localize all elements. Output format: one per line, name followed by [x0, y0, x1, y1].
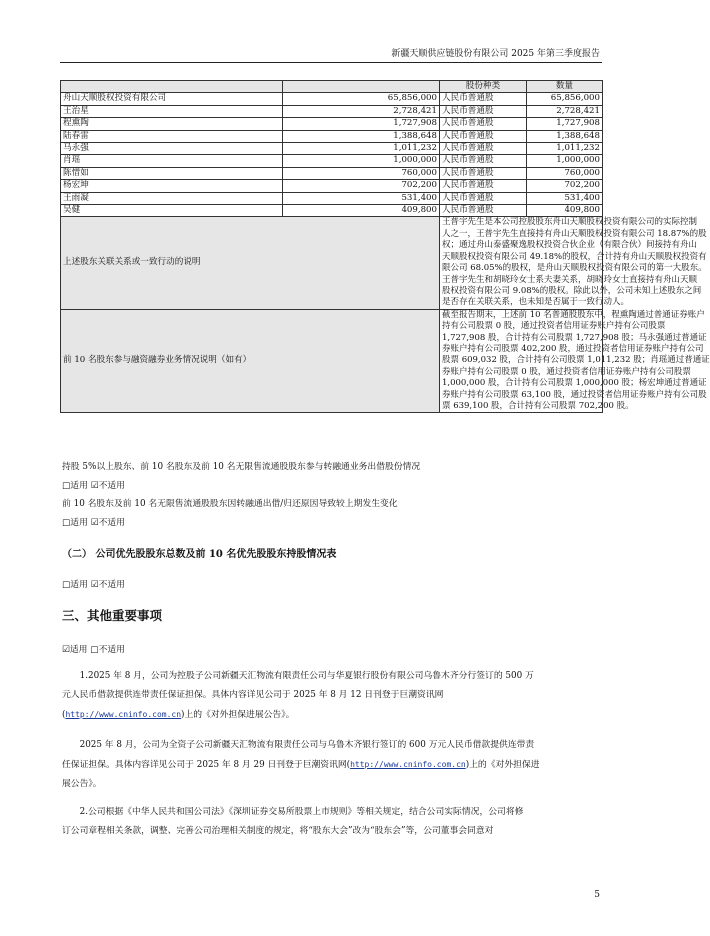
report-header-title: 新疆天顺供应链股份有限公司 2025 年第三季度报告 [391, 49, 600, 59]
shareholders-table [60, 80, 710, 413]
para-line: 2.公司根据《中华人民共和国公司法》《深圳证券交易所股票上市规则》等相关规定，结合公司实际情况，公司将修 [79, 807, 524, 817]
table-row [61, 155, 603, 167]
paragraph-guarantee-2 [62, 736, 604, 794]
lending-change-applicability: □适用 ☑不适用 [62, 518, 125, 528]
cell-type: 人民币普通股 [440, 167, 527, 179]
cell-qty: 1,727,908 [527, 118, 603, 130]
margin-text [440, 309, 710, 413]
para-line: 2025 年 8 月，公司为全资子公司新疆天汇物流有限责任公司与乌鲁木齐银行签订的 600 万元人民币借款提供连带责 [79, 740, 535, 750]
other-matters-applicability: ☑适用 □不适用 [62, 645, 125, 655]
table-row [61, 143, 603, 155]
para-line: 展公告》。 [62, 779, 102, 789]
cell-amount: 1,011,232 [283, 143, 440, 155]
relation-line: 限公司 68.05%的股权，是舟山天顺股权投资有限公司的第一大股东。 [442, 263, 707, 274]
table-row [61, 93, 603, 105]
header-divider [60, 62, 602, 63]
table-row [61, 205, 603, 217]
para-text: )上的《对外担保进展公告》。 [181, 710, 295, 720]
preferred-applicability: □适用 ☑不适用 [62, 580, 125, 590]
para-text: 任保证担保。具体内容详见公司于 2025 年 8 月 29 日刊登于巨潮资讯网( [62, 760, 351, 770]
margin-line: 股票 609,032 股，合计持有公司股票 1,011,232 股；肖瑶通过普通证 [442, 355, 710, 366]
cell-amount: 1,388,648 [283, 130, 440, 142]
table-row [61, 192, 603, 204]
para-line: 订公司章程相关条款，调整、完善公司治理相关制度的规定，将“股东大会”改为“股东会”等，公司董事会同意对 [62, 826, 494, 836]
section-preferred-shares: （二） 公司优先股股东总数及前 10 名优先股股东持股情况表 [62, 549, 337, 560]
cell-type: 人民币普通股 [440, 105, 527, 117]
cell-qty: 1,000,000 [527, 155, 603, 167]
cell-name: 陈惜如 [61, 167, 283, 179]
cell-amount: 531,400 [283, 192, 440, 204]
margin-row [61, 309, 603, 413]
relation-label: 上述股东关联关系或一致行动的说明 [61, 217, 440, 309]
table-row [61, 105, 603, 117]
table-row [61, 167, 603, 179]
cell-type: 人民币普通股 [440, 155, 527, 167]
cninfo-link[interactable]: http://www.cninfo.com.cn [350, 760, 466, 769]
relation-line: 权；通过舟山泰盛聚逸股权投资合伙企业（有限合伙）间接持有舟山 [442, 240, 698, 251]
cell-type: 人民币普通股 [440, 118, 527, 130]
table-row [61, 130, 603, 142]
cell-qty: 1,388,648 [527, 130, 603, 142]
para-line [62, 705, 604, 725]
para-line [62, 755, 604, 775]
cell-name: 吴健 [61, 205, 283, 217]
cell-qty: 1,011,232 [527, 143, 603, 155]
relation-line: 天顺股权投资有限公司 49.18%的股权，合计持有舟山天顺股权投资有 [442, 251, 707, 262]
para-line: 元人民币借款提供连带责任保证担保。具体内容详见公司于 2025 年 8 月 12 日刊登于巨潮资讯网 [62, 690, 444, 700]
cell-qty: 760,000 [527, 167, 603, 179]
cell-name: 程熏陶 [61, 118, 283, 130]
cell-qty: 409,800 [527, 205, 603, 217]
table-row [61, 180, 603, 192]
cell-name: 陆春雷 [61, 130, 283, 142]
paragraph-guarantee-1 [62, 667, 604, 725]
cell-type: 人民币普通股 [440, 192, 527, 204]
paragraph-articles [62, 803, 604, 841]
cell-name: 肖瑶 [61, 155, 283, 167]
cell-qty: 65,856,000 [527, 93, 603, 105]
relation-line: 是否存在关联关系，也未知是否属于一致行动人。 [442, 297, 630, 308]
header-cell-qty: 数量 [527, 81, 603, 93]
relation-line: 王普宇先生是本公司控股股东舟山天顺股权投资有限公司的实际控制 [442, 217, 698, 228]
margin-line: 持有公司股票 0 股，通过投资者信用证券账户持有公司股票 [442, 321, 666, 332]
cell-name: 王治星 [61, 105, 283, 117]
relation-line: 王普宇先生和胡晓玲女士系夫妻关系，胡晓玲女士直接持有舟山天顺 [442, 274, 698, 285]
cell-amount: 409,800 [283, 205, 440, 217]
cell-amount: 1,000,000 [283, 155, 440, 167]
header-cell-type: 股份种类 [440, 81, 527, 93]
cell-amount: 65,856,000 [283, 93, 440, 105]
margin-line: 券账户持有公司股票 402,200 股，通过投资者信用证券账户持有公司 [442, 343, 704, 354]
table-header-row [61, 81, 603, 93]
relation-line: 人之一，王普宇先生直接持有舟山天顺股权投资有限公司 18.87%的股 [442, 228, 707, 239]
margin-line: 截至报告期末，上述前 10 名普通股股东中，程熏陶通过普通证券账户 [442, 309, 705, 320]
header-cell-amount [283, 81, 440, 93]
section-other-matters: 三、其他重要事项 [62, 608, 163, 623]
lending-change-heading: 前 10 名股东及前 10 名无限售流通股股东因转融通出借/归还原因导致较上期发生变化 [62, 499, 398, 509]
table-row [61, 118, 603, 130]
cell-qty: 531,400 [527, 192, 603, 204]
margin-label: 前 10 名股东参与融资融券业务情况说明（如有） [61, 309, 440, 413]
margin-line: 券账户持有公司股票 63,100 股，通过投资者信用证券账户持有公司股 [442, 389, 707, 400]
cell-type: 人民币普通股 [440, 143, 527, 155]
relation-row [61, 217, 603, 309]
margin-line: 票 639,100 股，合计持有公司股票 702,200 股。 [442, 400, 634, 411]
cell-name: 马永强 [61, 143, 283, 155]
cell-amount: 1,727,908 [283, 118, 440, 130]
cell-type: 人民币普通股 [440, 205, 527, 217]
cell-qty: 702,200 [527, 180, 603, 192]
cell-name: 王雨凝 [61, 192, 283, 204]
para-line: 1.2025 年 8 月，公司为控股子公司新疆天汇物流有限责任公司与华夏银行股份有限公司乌鲁木齐分行签订的 500 万 [79, 671, 534, 681]
para-text: ( [62, 710, 66, 720]
cell-type: 人民币普通股 [440, 130, 527, 142]
page-number: 5 [594, 890, 600, 900]
lending-applicability: □适用 ☑不适用 [62, 481, 125, 491]
cell-name: 杨宏坤 [61, 180, 283, 192]
cninfo-link[interactable]: http://www.cninfo.com.cn [65, 710, 182, 719]
margin-line: 1,727,908 股，合计持有公司股票 1,727,908 股；马永强通过普通证 [442, 332, 707, 343]
margin-line: 券账户持有公司股票 0 股，通过投资者信用证券账户持有公司股票 [442, 366, 691, 377]
cell-amount: 702,200 [283, 180, 440, 192]
cell-qty: 2,728,421 [527, 105, 603, 117]
cell-amount: 760,000 [283, 167, 440, 179]
cell-type: 人民币普通股 [440, 93, 527, 105]
relation-line: 股权投资有限公司 9.08%的股权。除此以外，公司未知上述股东之间 [442, 285, 702, 296]
header-cell-name [61, 81, 283, 93]
cell-name: 舟山天顺股权投资有限公司 [61, 93, 283, 105]
relation-text [440, 217, 707, 309]
cell-type: 人民币普通股 [440, 180, 527, 192]
lending-heading: 持股 5%以上股东、前 10 名股东及前 10 名无限售流通股股东参与转融通业务出借股份情况 [62, 462, 421, 472]
cell-amount: 2,728,421 [283, 105, 440, 117]
margin-line: 1,000,000 股，合计持有公司股票 1,000,000 股；杨宏坤通过普通证 [442, 378, 707, 389]
para-text: )上的《对外担保进 [465, 760, 540, 770]
